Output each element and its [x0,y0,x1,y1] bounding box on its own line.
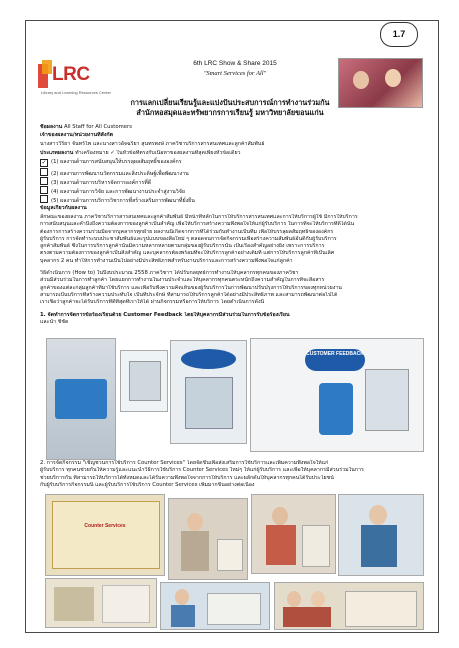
text-line: 2. การจัดกิจกรรม "เชิญชวนการใช้บริการ Counter Services" โดยจัดขึ้นเพื่อส่งเสริมการใช้บริการและเพิ่มความพึงพอใจให้แก่ [40,460,329,466]
meta-value: ทำเครื่องหมาย ✓ ในหัวข้อที่ตรงกับเนื้อหาของผลงานที่สุดเพียงหัวข้อเดียว [73,150,241,156]
text-line: กับผู้รับบริการกิจกรรมนี้ และผู้รับบริการใช้บริการ Counter Services เพิ่มมากขึ้นอย่างต่อเนื่อง [40,481,255,488]
checklist-label: (2) ผลงานการพัฒนานวัตกรรมและสิ่งประดิษฐ์เพื่อพัฒนางาน [51,171,189,177]
checklist-label: (3) ผลงานด้านการบริหารจัดการองค์การที่ดี [51,180,152,186]
text-line: ต้องการการสร้างความร่วมมือจากบุคลากรทุกฝ่าย ผลงานนี้เกิดจากการที่ได้ร่วมกันทำงานเป็นทีม เพื่อให้บรรลุผลสัมฤทธิ์ขององค์กร [40,228,334,235]
text-line: การสนับสนุนและคำนึงถึงความต้องการของลูกค้าเป็นสำคัญ เพื่อให้บริการสร้างความพึงพอใจให้แก่ผู้รับบริการ ในการที่จะให้บริการที่ดีได้นั้น [40,221,355,228]
text-line: ช่วยบริการกัน ที่สามารถให้บริการได้ทั้งหมดและได้รับความพึงพอใจจากการให้บริการ และผลักดันให้บุคลากรทุกคนได้รับประโยชน์ [40,474,334,481]
customer-feedback-sign: CUSTOMER FEEDBACK [305,349,365,371]
meta-row [40,124,422,131]
page-number-badge: 1.7 [380,22,418,47]
meta-row [40,141,422,148]
checkbox-icon[interactable]: ✓ [41,159,47,166]
text-line: สามารถเป็นบริการที่สร้างความประทับใจ เป็นที่ประจักษ์ ที่สามารถให้บริการลูกค้าได้อย่างมีประสิทธิภาพ และสามารถพัฒนาต่อไปได้ [40,291,338,298]
logo-text: LRC [52,64,90,85]
feedback-photo-2 [120,350,168,412]
checklist-label: (4) ผลงานด้านการวิจัย และการพัฒนางานประจำสู่งานวิจัย [51,189,185,195]
meta-row [40,150,422,157]
text-line: ลูกค้าสัมพันธ์ ซึ่งในการบริการลูกค้านั้นมีความหลากหลายตามกลุ่มของผู้รับบริการนั้น เป็นเรื่องสำคัญอย่างยิ่ง เพราะการบริการ [40,243,325,250]
counter-photo-3 [251,494,336,574]
counter-photo-6 [160,582,270,630]
meta-label: ชื่อผลงาน [40,124,63,130]
doc-title-line-1: การแลกเปลี่ยนเรียนรู้และแบ่งปันประสบการณ์การทำงานร่วมกัน [130,98,330,107]
checklist-item[interactable] [40,195,195,205]
feedback-photo-3 [170,340,247,444]
section-heading: ข้อมูลเกี่ยวกับผลงาน [40,205,87,211]
counter-photo-5 [45,578,157,628]
meta-value: All Staff for All Customers [62,124,132,130]
paragraph-how-to [40,270,422,306]
text-line: วิธีดำเนินการ (How to) ในปีงบประมาณ 2558 ภาควิชาฯ ได้ปรับกลยุทธ์การทำงานให้บุคลากรทุกคนของภาควิชา [40,270,299,276]
text-line: ตรงตามความต้องการของลูกค้าเป็นสิ่งสำคัญ และบุคลากรต้องพร้อมที่จะให้บริการลูกค้าอย่างเต็มที่ แต่การให้บริการลูกค้าที่เป็นเลิศ [40,250,335,257]
item-2 [40,460,422,489]
checkbox-icon[interactable] [40,177,48,185]
text-line: 1. จัดทำการจัดการข้อร้องเรียนด้วย Customer Feedback โดยให้บุคลากรมีส่วนร่วมในการรับข้อร้องเรียน [40,312,290,318]
paragraph-description [40,214,422,265]
text-line: เราเชื่อว่าลูกค้าจะได้รับบริการที่ดีที่สุดที่เราให้ได้ ผ่านกิจกรรมหรือการให้บริการ โดยดำเนินการดังนี้ [40,299,265,306]
checklist-label: (1) ผลงานด้านการสนับสนุนให้บรรลุผลสัมฤทธิ์ขององค์กร [51,159,182,165]
checkbox-icon[interactable] [40,168,48,176]
counter-services-sign: Counter Services [84,523,126,529]
checkbox-icon[interactable] [40,186,48,194]
counter-photo-4 [338,494,424,576]
item-1 [40,312,422,327]
checklist-label: (5) ผลงานด้านการบริการวิชาการที่สร้างเสริมการพัฒนาที่ยั่งยืน [51,198,195,204]
text-line: ลูกค้าของแต่ละกลุ่มลูกค้าที่มาใช้บริการ และเพื่อรับฟังความคิดเห็นของผู้รับบริการในการพัฒนาปรับปรุงการให้บริการของทุกหน่วยงาน [40,284,342,291]
text-line: บุคลากร 2 คน ทำให้การทำงานเป็นไปอย่างมีประสิทธิภาพสำหรับงานบริการและการสร้างความพึงพอใจแก่ลูกค้า [40,257,293,264]
counter-photo-1 [45,494,165,576]
meta-row [40,132,422,139]
meta-label: ประเภทผลงาน [40,150,74,156]
text-line: ส่วนมีส่วนร่วมในการทำลูกค้า โดยแยกการทำงานในงานประจำและให้บุคลากรทุกคนตระหนักถึงความสำคัญในการที่จะสื่อสาร [40,277,325,284]
event-title: 6th LRC Show & Share 2015 [193,60,277,67]
meta-value: นางสาววิริยา จันทร์ไพ และนางสาวอัจฉริยา สุนทรพงษ์ ภาควิชาบริการสารสนเทศและลูกค้าสัมพันธ์ [40,141,265,147]
counter-photo-2 [168,498,248,580]
feedback-photo-1 [46,338,116,460]
checkbox-icon[interactable] [40,195,48,203]
checklist-item[interactable] [40,159,182,167]
text-line: ผู้รับบริการ การจัดทำระบบประชาสัมพันธ์และรูปแบบของสื่อใหม่ ๆ ตลอดจนการจัดกิจกรรมเพื่อสร้างความสัมพันธ์อันดีกับผู้รับบริการ [40,235,337,242]
logo-subtitle: Library and Learning Resources Center [40,90,112,95]
counter-photo-7 [274,582,424,630]
meta-label: เจ้าของผลงาน/หน่วยงานที่สังกัด [40,132,114,138]
text-line: ลักษณะของผลงาน ภาควิชาบริการสารสนเทศและลูกค้าสัมพันธ์ มีหน้าที่หลักในการให้บริการสารสนเทศและการให้บริการผู้ใช้ มีการให้บริการ [40,214,358,220]
feedback-photo-4 [250,338,424,452]
event-subtitle: "Smart Services for All" [203,70,267,77]
text-line: ผู้รับบริการ ทุกคนช่วยกันให้ความรู้และแนะนำวิธีการใช้บริการ Counter Services ใหม่ๆ ให้แก่ผู้รับบริการ และเพื่อให้บุคลากรมีส่วนร่วมในการ [40,467,364,474]
doc-title-line-2: สำนักหอสมุดและทรัพยากรการเรียนรู้ มหาวิทยาลัยขอนแก่น [136,108,324,117]
text-line: และนำ ชี้ชัด [40,319,69,326]
